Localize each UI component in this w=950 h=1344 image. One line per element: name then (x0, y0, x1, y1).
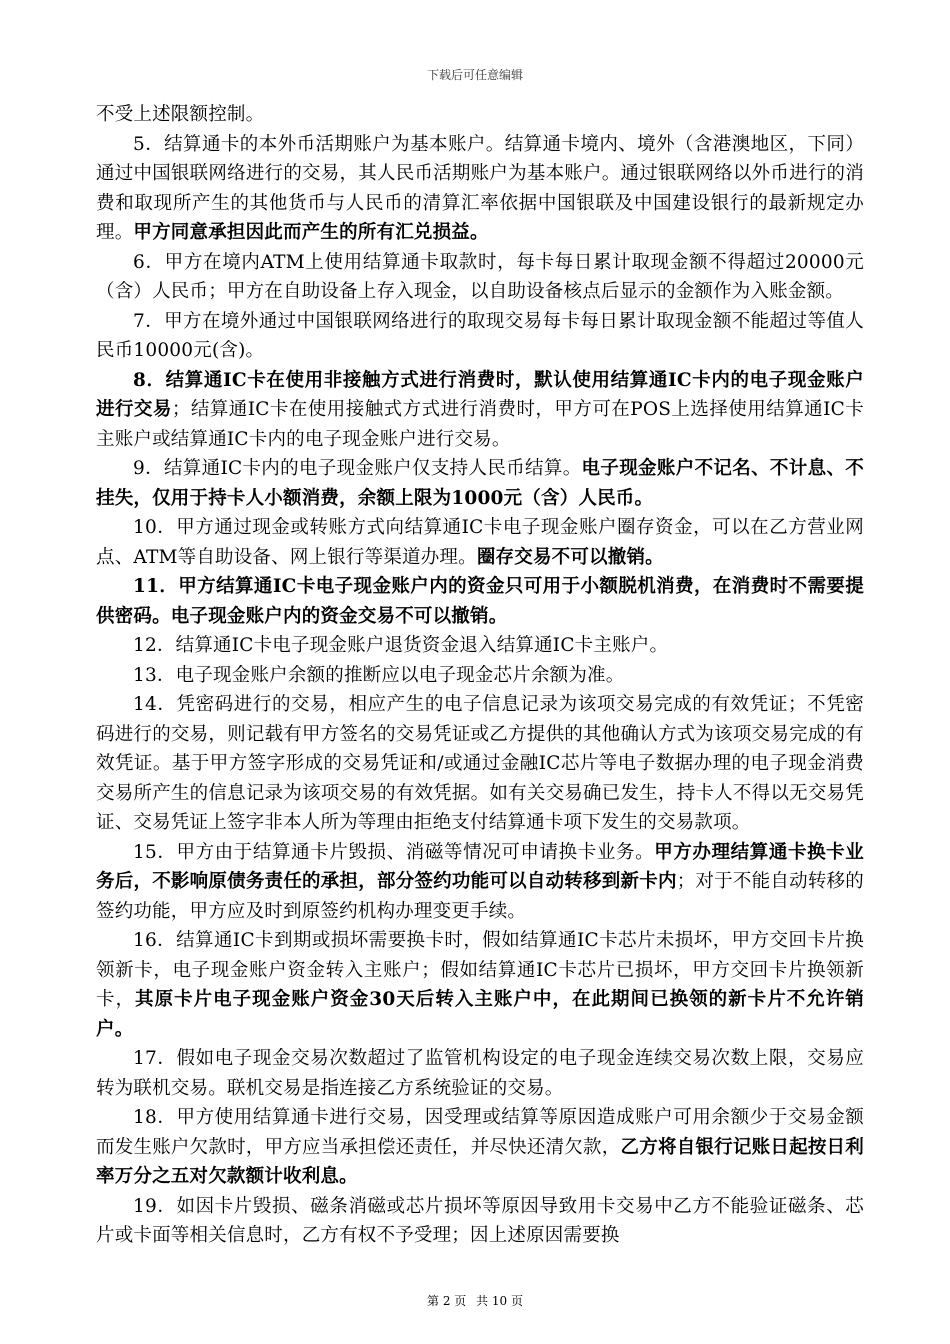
document-body (96, 100, 864, 1251)
page-number: 第 2 页 (427, 1294, 467, 1308)
text-run: 不受上述限额控制。 (96, 104, 265, 125)
text-run: 13．电子现金账户余额的推断应以电子现金芯片余额为准。 (133, 664, 625, 686)
bold-text-run: 甲方办理结算通卡换卡业务后，不影响原债务责任的承担，部分签约功能可以自动转移到新卡内 (96, 841, 864, 892)
clause-paragraph (96, 248, 864, 307)
text-run: 16．结算通IC卡到期或损坏需要换卡时，假如结算通IC卡芯片未损坏，甲方交回卡片换领新卡，电子现金账户资金转入主账户；假如结算通IC卡芯片已损坏，甲方交回卡片换领新卡， (96, 930, 864, 1010)
text-run: 19．如因卡片毁损、磁条消磁或芯片损坏等原因导致用卡交易中乙方不能验证磁条、芯片或卡面等相关信息时，乙方有权不予受理；因上述原因需要换 (96, 1195, 864, 1246)
clause-paragraph (96, 1103, 864, 1192)
clause-paragraph (96, 926, 864, 1044)
clause-paragraph (96, 366, 864, 455)
text-run: 5．结算通卡的本外币活期账户为基本账户。结算通卡境内、境外（含港澳地区，下同）通过中国银联网络进行的交易，其人民币活期账户为基本账户。通过银联网络以外币进行的消费和取现所产生的其他货币与人民币的清算汇率依据中国银联及中国建设银行的最新规定办理。 (96, 133, 864, 243)
clause-paragraph (96, 572, 864, 631)
bold-text-run: 乙方将自银行记账日起按日利率万分之五对欠款额计收利息。 (96, 1136, 864, 1187)
text-run: ；对于不能自动转移的签约功能，甲方应及时到原签约机构办理变更手续。 (96, 871, 864, 922)
bold-text-run: 甲方同意承担因此而产生的所有汇兑损益。 (133, 222, 489, 243)
text-run: 6．甲方在境内ATM上使用结算通卡取款时，每卡每日累计取现金额不得超过20000元（含）人民币；甲方在自助设备上存入现金，以自助设备核点后显示的金额作为入账金额。 (96, 251, 864, 302)
bold-text-run: 8．结算通IC卡在使用非接触方式进行消费时，默认使用结算通IC卡内的电子现金账户进行交易 (96, 369, 864, 420)
clause-paragraph (96, 631, 864, 661)
bold-text-run: 圈存交易不可以撤销。 (476, 546, 664, 568)
text-run: ；结算通IC卡在使用接触式方式进行消费时，甲方可在POS上选择使用结算通IC卡主账户或结算通IC卡内的电子现金账户进行交易。 (96, 399, 864, 450)
clause-paragraph (96, 100, 864, 130)
text-run: 9．结算通IC卡内的电子现金账户仅支持人民币结算。 (133, 458, 582, 479)
bold-text-run: 11．甲方结算通IC卡电子现金账户内的资金只可用于小额脱机消费，在消费时不需要提供密码。电子现金账户内的资金交易不可以撤销。 (96, 576, 864, 627)
bold-text-run: 电子现金账户不记名、不计息、不挂失，仅用于持卡人小额消费，余额上限为1000元（含）人民币。 (96, 458, 864, 509)
text-run: 17．假如电子现金交易次数超过了监管机构设定的电子现金连续交易次数上限，交易应转为联机交易。联机交易是指连接乙方系统验证的交易。 (96, 1048, 864, 1099)
bold-text-run: 其原卡片电子现金账户资金30天后转入主账户中，在此期间已换领的新卡片不允许销户。 (96, 989, 864, 1040)
clause-paragraph (96, 661, 864, 691)
clause-paragraph (96, 838, 864, 927)
clause-paragraph (96, 690, 864, 838)
clause-paragraph (96, 1192, 864, 1251)
clause-paragraph (96, 513, 864, 572)
clause-paragraph (96, 307, 864, 366)
clause-paragraph (96, 454, 864, 513)
text-run: 7．甲方在境外通过中国银联网络进行的取现交易每卡每日累计取现金额不能超过等值人民币10000元(含)。 (96, 310, 864, 361)
text-run: 14．凭密码进行的交易，相应产生的电子信息记录为该项交易完成的有效凭证；不凭密码进行的交易，则记载有甲方签名的交易凭证或乙方提供的其他确认方式为该项交易完成的有效凭证。基于甲方签字形成的交易凭证和/或通过金融IC芯片等电子数据办理的电子现金消费交易所产生的信息记录为该项交易的有效凭据。如有关交易确已发生，持卡人不得以无交易凭证、交易凭证上签字非本人所为等理由拒绝支付结算通卡项下发生的交易款项。 (96, 694, 864, 833)
text-run: 12．结算通IC卡电子现金账户退货资金退入结算通IC卡主账户。 (133, 635, 669, 656)
text-run: 15．甲方由于结算通卡片毁损、消磁等情况可申请换卡业务。 (133, 841, 655, 863)
page-footer (0, 1292, 950, 1309)
clause-paragraph (96, 1044, 864, 1103)
page-total: 共 10 页 (476, 1294, 523, 1308)
text-run: 18．甲方使用结算通卡进行交易，因受理或结算等原因造成账户可用余额少于交易金额而发生账户欠款时，甲方应当承担偿还责任，并尽快还清欠款， (96, 1107, 864, 1158)
clause-paragraph (96, 130, 864, 248)
text-run: 10．甲方通过现金或转账方式向结算通IC卡电子现金账户圈存资金，可以在乙方营业网点、ATM等自助设备、网上银行等渠道办理。 (96, 517, 864, 568)
page-header: 下载后可任意编辑 (426, 68, 523, 82)
